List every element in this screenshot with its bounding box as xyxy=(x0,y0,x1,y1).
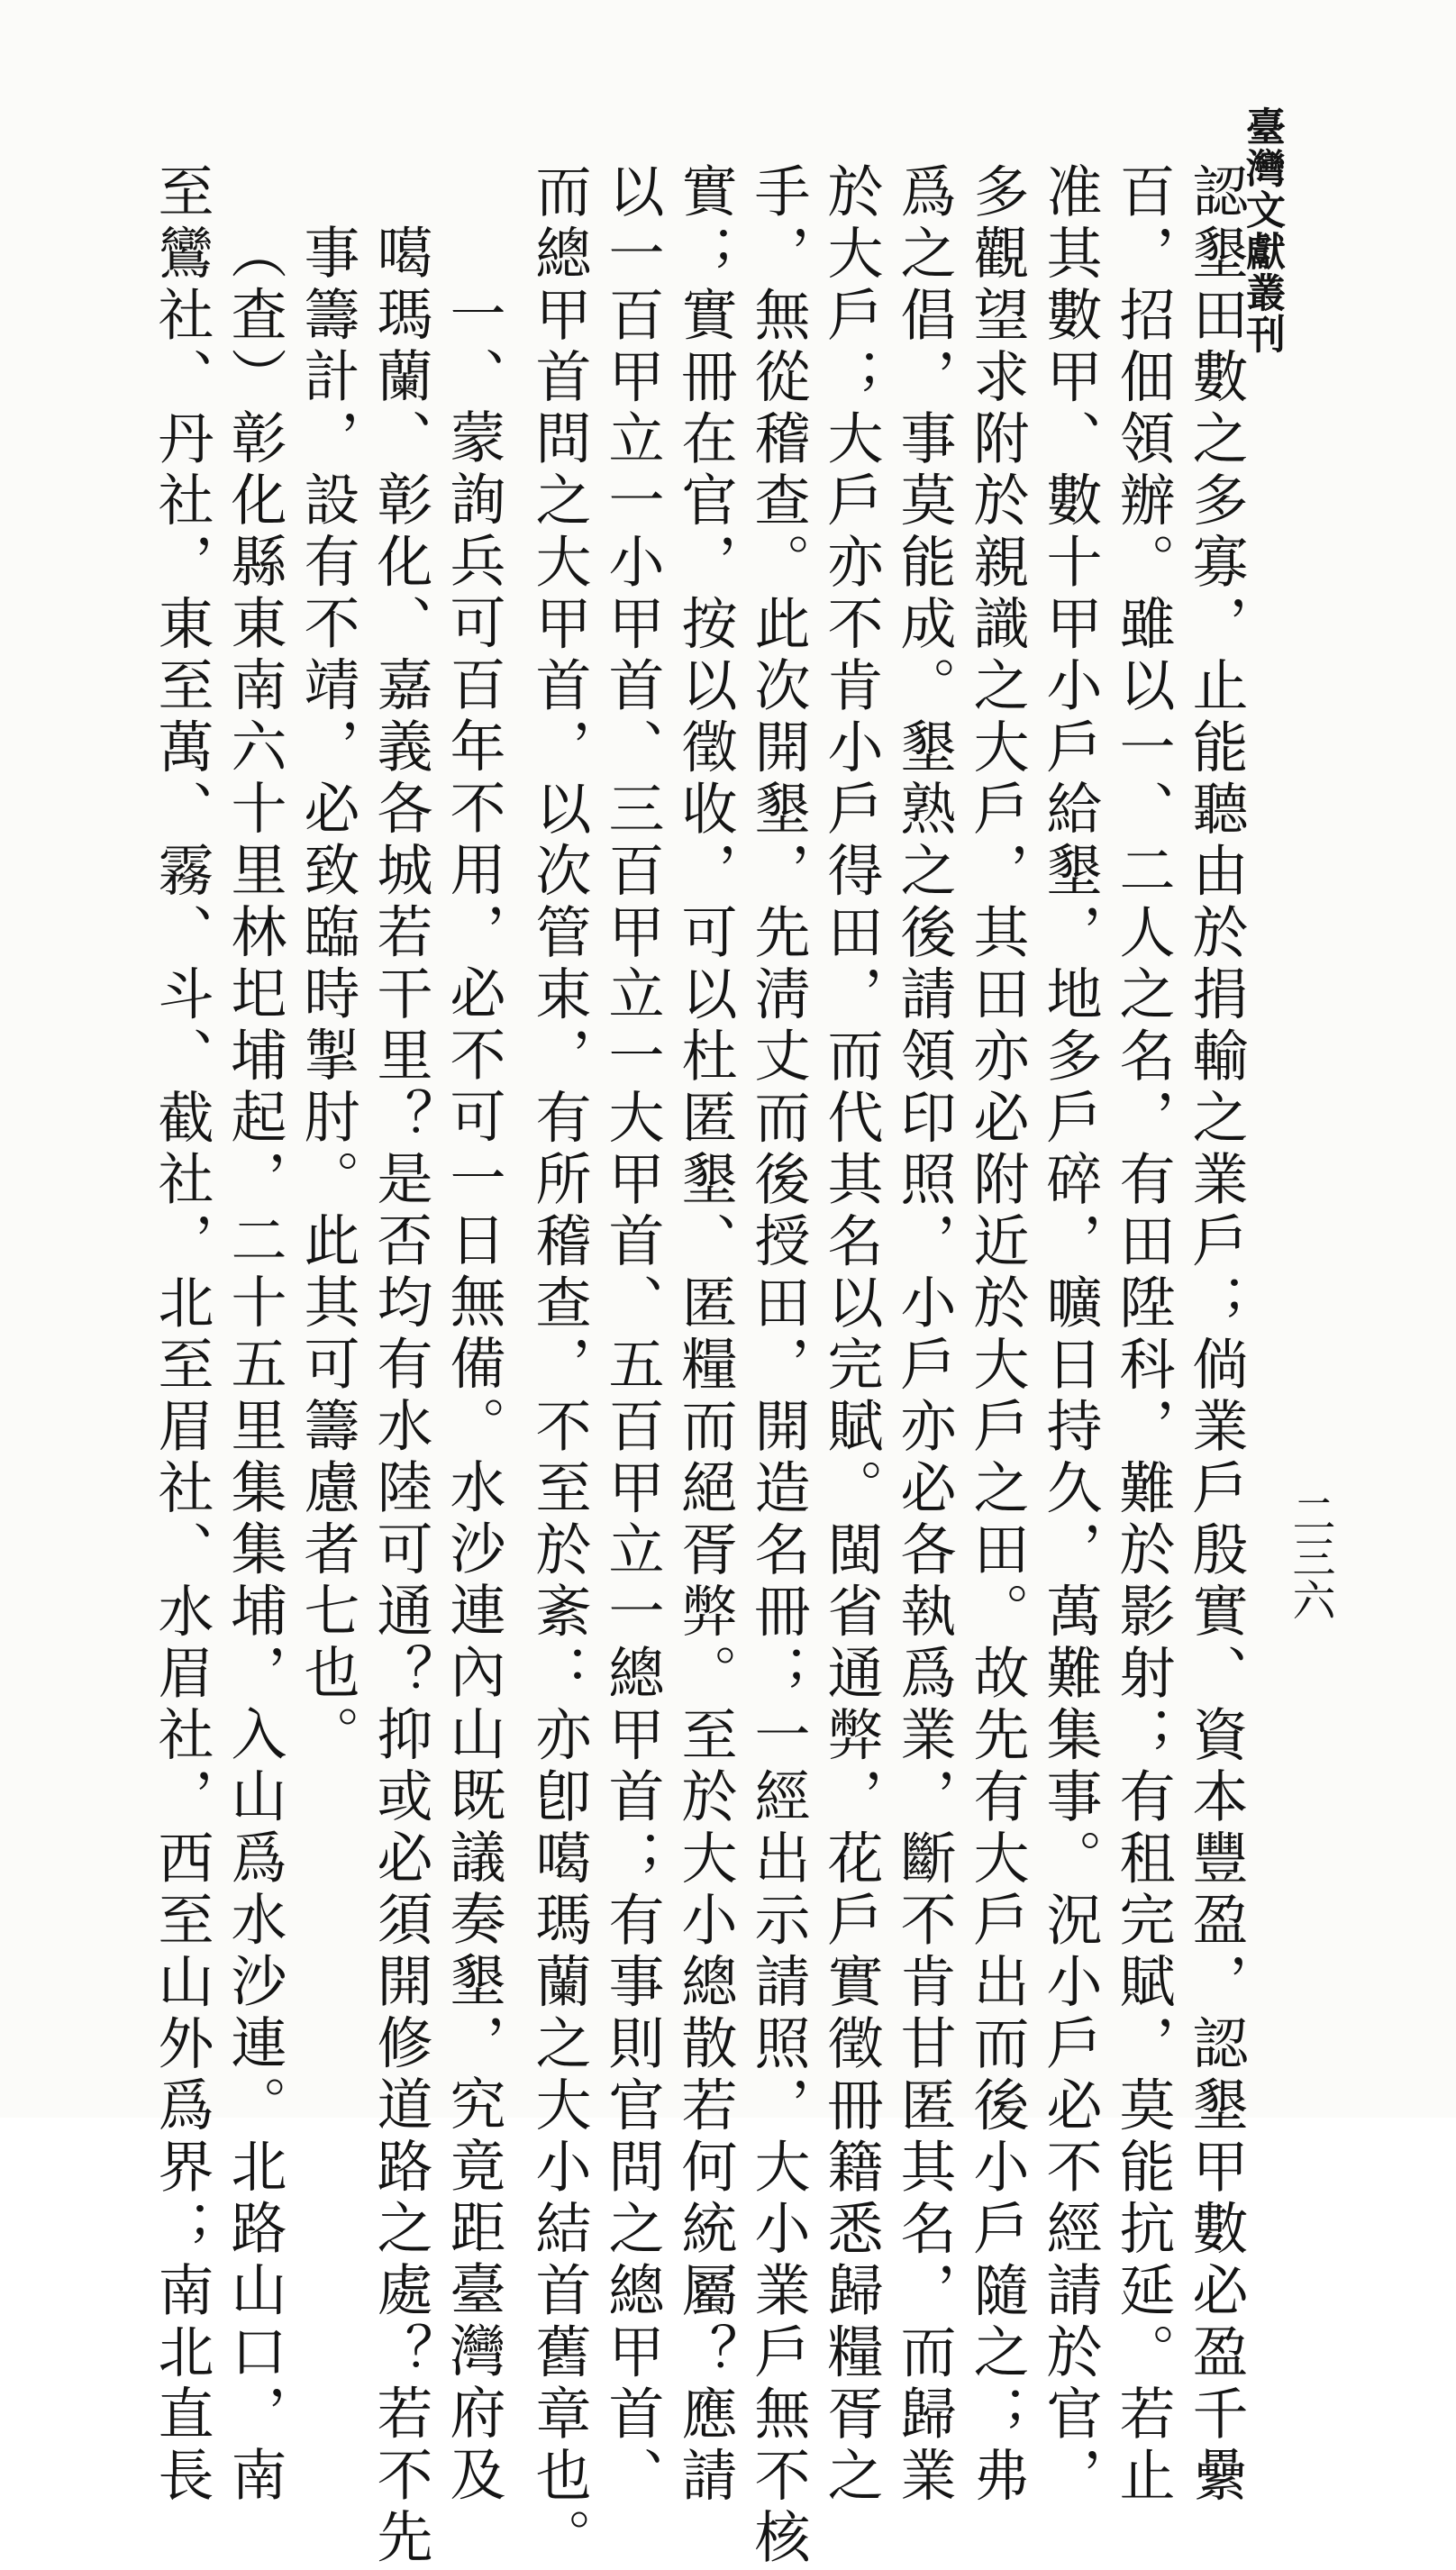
text-column: 噶瑪蘭、彰化、嘉義各城若干里？是否均有水陸可通？抑或必須開修道路之處？若不先 xyxy=(368,223,433,2569)
page-number: 二三六 xyxy=(1285,1491,1335,1621)
text-column: 以一百甲立一小甲首、三百甲立一大甲首、五百甲立一總甲首；有事則官問之總甲首、 xyxy=(599,162,665,2508)
text-column: 實；實冊在官，按以徵收，可以杜匿墾、匿糧而絕胥弊。至於大小總散若何統屬？應請 xyxy=(672,162,738,2508)
text-column: 多觀望求附於親識之大戶，其田亦必附近於大戶之田。故先有大戶出而後小戶隨之；弗 xyxy=(964,162,1030,2508)
text-column: 手，無從稽查。此次開墾，先淸丈而後授田，開造名冊；一經出示請照，大小業戶無不核 xyxy=(745,162,811,2570)
text-column: 准其數甲、數十甲小戶給墾，地多戶碎，曠日持久，萬難集事。況小戶必不經請於官， xyxy=(1037,162,1103,2508)
text-column: 於大戶；大戶亦不肯小戶得田，而代其名以完賦。閩省通弊，花戶實徵冊籍悉歸糧胥之 xyxy=(818,162,884,2508)
text-column: 事籌計，設有不靖，必致臨時掣肘。此其可籌慮者七也。 xyxy=(295,223,360,1767)
text-column: （査）彰化縣東南六十里林圯埔起，二十五里集集埔，入山爲水沙連。北路山口，南 xyxy=(222,223,287,2508)
vertical-text-body xyxy=(81,162,1252,2570)
text-column: 百，招佃領辦。雖以一、二人之名，有田陞科，難於影射；有租完賦，莫能抗延。若止 xyxy=(1110,162,1176,2508)
text-column: 至鸞社、丹社，東至萬、霧、斗、截社，北至眉社、水眉社，西至山外爲界；南北直長 xyxy=(149,162,214,2508)
section-heading-column: 一、蒙詢兵可百年不用，必不可一日無備。水沙連內山既議奏墾，究竟距臺灣府及 xyxy=(441,285,506,2507)
text-column: 爲之倡，事莫能成。墾熟之後請領印照，小戶亦必各執爲業，斷不肯甘匿其名，而歸業 xyxy=(891,162,957,2508)
text-column: 而總甲首問之大甲首，以次管束，有所稽查，不至於紊：亦卽噶瑪蘭之大小結首舊章也。 xyxy=(526,162,592,2570)
series-title: 臺灣文獻叢刊 xyxy=(1239,106,1285,355)
text-column: 認墾田數之多寡，止能聽由於捐輸之業戶；倘業戶殷實、資本豐盈，認墾甲數必盈千纍 xyxy=(1183,162,1249,2508)
